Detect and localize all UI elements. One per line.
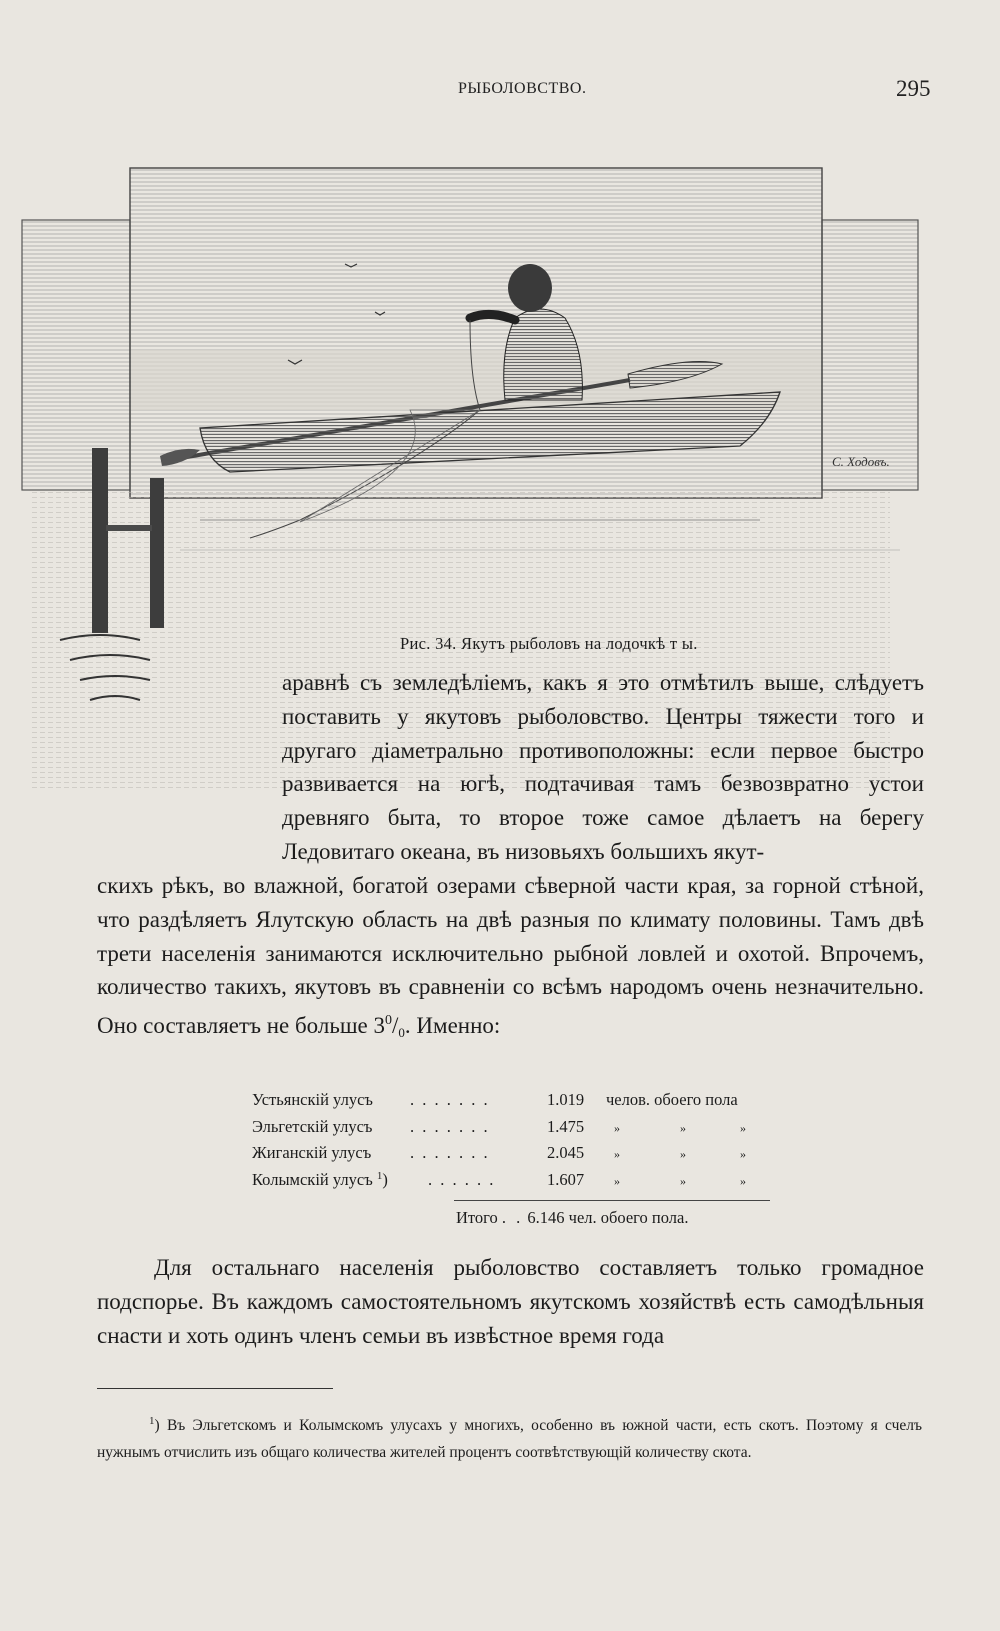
mooring-post-right bbox=[150, 478, 164, 628]
percent-number: 3 bbox=[373, 1013, 386, 1039]
right-sky-panel bbox=[822, 220, 918, 490]
page-number: 295 bbox=[896, 76, 931, 101]
total-dots: . . bbox=[501, 1208, 524, 1227]
leader-dots: . . . . . . . bbox=[410, 1090, 490, 1109]
left-sky-panel bbox=[22, 220, 130, 490]
leader-dots: . . . . . . bbox=[428, 1169, 496, 1189]
ulus-name: Эльгетскій улусъ bbox=[252, 1116, 373, 1136]
percent-tail: . Именно: bbox=[404, 1013, 501, 1039]
table-row bbox=[252, 1090, 772, 1117]
ulus-name: Устьянскій улусъ bbox=[252, 1090, 373, 1109]
figure-caption: Рис. 34. Якутъ рыболовъ на лодочкѣ т ы. bbox=[400, 634, 698, 653]
paragraph-main: скихъ рѣкъ, во влажной, богатой озерами сѣверной части края, за горной стѣной, что раздѣляетъ Ялутскую область на двѣ разныя по климату половины. Тамъ двѣ трети населенія занимаются исключительно рыбной ловлей и охотой. Впрочемъ, количество такихъ, якутовъ въ сравненіи со всѣмъ народомъ очень незначительно. Оно составляетъ не больше $3^0/_0$. Именно: bbox=[97, 873, 924, 1041]
paragraph-main-text: скихъ рѣкъ, во влажной, богатой озерами сѣверной части края, за горной стѣной, что раздѣляетъ Ялутскую область на двѣ разныя по климату половины. Тамъ двѣ трети населенія занимаются исключительно рыбной ловлей и охотой. Впрочемъ, количество такихъ, якутовъ въ сравненіи со всѣмъ народомъ очень незначительно. Оно составляетъ не больше bbox=[97, 873, 924, 1039]
ulus-population: 1.607 bbox=[547, 1169, 585, 1189]
table-row bbox=[252, 1117, 772, 1144]
ditto-mark: » bbox=[740, 1173, 746, 1188]
ditto-mark: » bbox=[680, 1120, 686, 1135]
footnote-marker: 1 bbox=[149, 1415, 155, 1427]
ulus-population: 2.045 bbox=[547, 1143, 585, 1162]
footnote-ref: 1 bbox=[376, 1169, 383, 1182]
table-row bbox=[252, 1143, 772, 1170]
leader-dots: . . . . . . . bbox=[410, 1116, 490, 1136]
ulus-population: 1.019 bbox=[547, 1090, 585, 1109]
total-value: 6.146 bbox=[527, 1208, 565, 1227]
ditto-mark: » bbox=[680, 1147, 686, 1161]
table-row bbox=[252, 1170, 772, 1197]
population-table bbox=[252, 1090, 772, 1196]
paragraph-opening: аравнѣ съ земледѣліемъ, какъ я это отмѣтилъ выше, слѣдуетъ поставить у якутовъ рыболовство. Центры тяжести того и другаго діаметрально противоположны: если первое быстро развивается на югѣ, подтачивая тамъ безвозвратно устои древняго быта, то второе тоже самое дѣлаетъ на берегу Ледовитаго океана, въ низовьяхъ большихъ якут- bbox=[282, 670, 924, 864]
ulus-name: Колымскій улусъ $^1$) bbox=[252, 1169, 388, 1189]
ulus-population: 1.475 bbox=[547, 1116, 585, 1136]
ditto-mark: » bbox=[614, 1120, 620, 1135]
footnote: $^1$) Въ Эльгетскомъ и Колымскомъ улусахъ у многихъ, особенно въ южной части, есть скотъ. Поэтому я счелъ нужнымъ отчислить изъ общаго количества жителей процентъ соотвѣтствующій количеству скота. bbox=[97, 1415, 922, 1461]
ditto-mark: » bbox=[614, 1147, 620, 1161]
footnote-divider bbox=[97, 1388, 333, 1389]
mooring-post-left bbox=[92, 448, 108, 633]
ulus-unit: челов. обоего пола bbox=[606, 1090, 738, 1109]
running-title: РЫБОЛОВСТВО. bbox=[458, 80, 587, 97]
leader-dots: . . . . . . . bbox=[410, 1143, 490, 1162]
fisherman-head bbox=[508, 264, 552, 312]
total-divider bbox=[454, 1200, 770, 1201]
ditto-mark: » bbox=[740, 1147, 746, 1161]
table-total bbox=[456, 1208, 688, 1228]
ulus-name: Жиганскій улусъ bbox=[252, 1143, 372, 1162]
percent-sup: 0 bbox=[385, 1013, 393, 1029]
total-label: Итого bbox=[456, 1208, 498, 1227]
ditto-mark: » bbox=[614, 1173, 620, 1188]
ditto-mark: » bbox=[680, 1173, 686, 1188]
ditto-mark: » bbox=[740, 1120, 746, 1135]
percent-sub: 0 bbox=[398, 1025, 405, 1041]
paragraph-continuation: Для остальнаго населенія рыболовство составляетъ только громадное подспорье. Въ каждомъ самостоятельномъ якутскомъ хозяйствѣ есть самодѣльныя снасти и хоть одинъ членъ семьи въ извѣстное время года bbox=[97, 1255, 924, 1348]
artist-signature: С. Ходовъ. bbox=[832, 454, 890, 469]
total-unit: чел. обоего пола. bbox=[568, 1208, 689, 1227]
footnote-text: Въ Эльгетскомъ и Колымскомъ улусахъ у многихъ, особенно въ южной части, есть скотъ. Поэтому я счелъ нужнымъ отчислить изъ общаго количества жителей процентъ соотвѣтствующій количеству скота. bbox=[97, 1417, 922, 1461]
